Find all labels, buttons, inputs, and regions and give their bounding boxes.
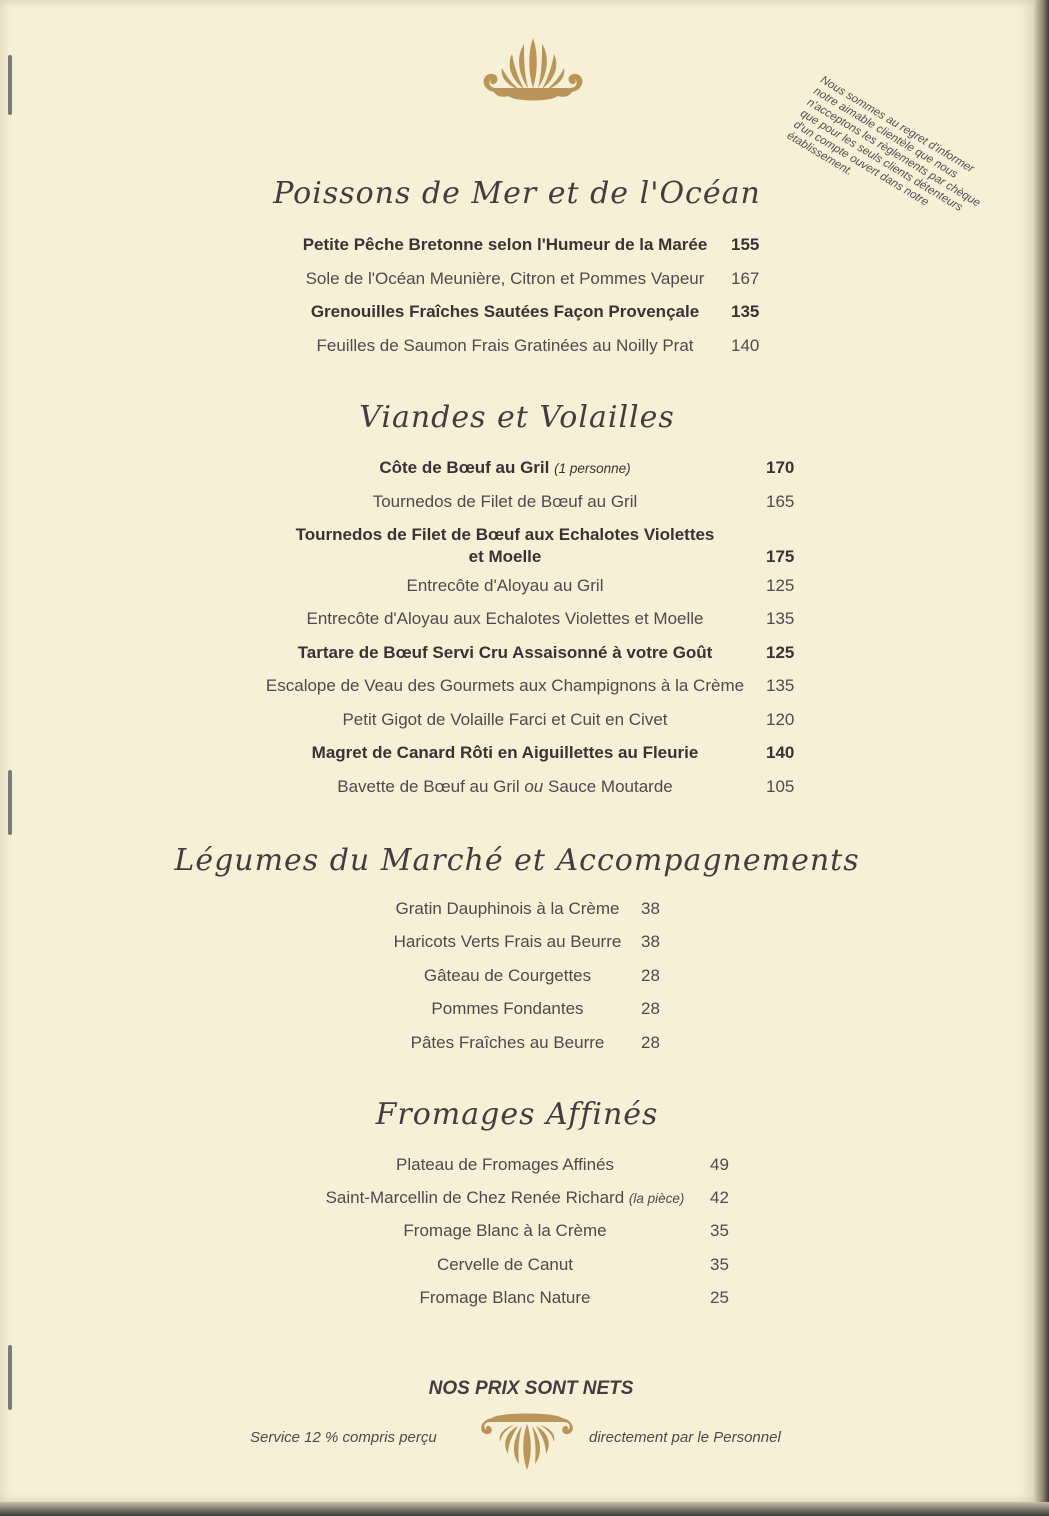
item-name: Fromage Blanc à la Crème xyxy=(403,1221,607,1240)
menu-item xyxy=(0,710,1034,734)
item-name: Sole de l'Océan Meunière, Citron et Pommes Vapeur xyxy=(305,269,705,288)
menu-item xyxy=(0,492,1034,516)
item-name: Tournedos de Filet de Bœuf au Gril xyxy=(372,492,638,511)
item-name: Plateau de Fromages Affinés xyxy=(396,1155,614,1174)
item-price: 38 xyxy=(641,899,660,918)
item-price: 42 xyxy=(710,1188,729,1207)
item-name: Petite Pêche Bretonne selon l'Humeur de la Marée xyxy=(302,235,708,254)
menu-item xyxy=(0,269,1034,293)
item-note: (1 personne) xyxy=(554,461,631,476)
palmette-ornament-top xyxy=(474,32,592,104)
item-price: 120 xyxy=(766,710,795,729)
page-edge-bottom xyxy=(0,1502,1049,1516)
item-name: Entrecôte d'Aloyau aux Echalotes Violettes et Moelle xyxy=(306,609,704,628)
menu-item xyxy=(0,643,1034,667)
menu-item-continued xyxy=(0,547,1034,571)
item-price: 135 xyxy=(766,676,795,695)
item-price: 35 xyxy=(710,1221,729,1240)
item-name-after: Sauce Moutarde xyxy=(548,777,673,796)
item-price: 38 xyxy=(641,932,660,951)
item-price: 140 xyxy=(766,743,795,762)
item-name-text: Saint-Marcellin de Chez Renée Richard xyxy=(325,1188,625,1207)
section-title-poissons: Poissons de Mer et de l'Océan xyxy=(273,176,761,211)
item-price: 167 xyxy=(731,269,760,288)
menu-item xyxy=(0,966,1034,990)
item-price: 28 xyxy=(641,1033,660,1052)
prices-net-heading: NOS PRIX SONT NETS xyxy=(428,1378,634,1399)
item-price: 49 xyxy=(710,1155,729,1174)
menu-item xyxy=(0,336,1034,360)
item-name: Gratin Dauphinois à la Crème xyxy=(395,899,620,918)
item-name xyxy=(250,458,760,478)
item-name: Gâteau de Courgettes xyxy=(423,966,592,985)
item-name: Tournedos de Filet de Bœuf aux Echalotes Violettes xyxy=(295,525,715,544)
item-name-text: Bavette de Bœuf au Gril xyxy=(337,777,520,796)
menu-item xyxy=(0,899,1034,923)
menu-item xyxy=(0,609,1034,633)
item-price: 35 xyxy=(710,1255,729,1274)
item-price: 165 xyxy=(766,492,795,511)
item-price: 175 xyxy=(766,547,795,566)
item-price: 155 xyxy=(731,235,760,254)
menu-item xyxy=(0,302,1034,326)
menu-item xyxy=(0,525,1034,549)
item-name-line2: et Moelle xyxy=(468,547,542,566)
service-note-left: Service 12 % compris perçu xyxy=(250,1429,437,1446)
page-edge-right xyxy=(1034,0,1049,1516)
menu-item xyxy=(0,676,1034,700)
menu-item xyxy=(0,932,1034,956)
item-name: Pommes Fondantes xyxy=(431,999,584,1018)
item-conjunction: ou xyxy=(524,777,544,796)
item-price: 135 xyxy=(731,302,760,321)
menu-item xyxy=(0,1155,1034,1179)
menu-item xyxy=(0,235,1034,259)
item-price: 170 xyxy=(766,458,795,477)
item-name: Entrecôte d'Aloyau au Gril xyxy=(406,576,604,595)
item-name: Magret de Canard Rôti en Aiguillettes au Fleurie xyxy=(311,743,699,762)
item-name: Haricots Verts Frais au Beurre xyxy=(393,932,622,951)
item-price: 135 xyxy=(766,609,795,628)
item-price: 105 xyxy=(766,777,795,796)
item-price: 28 xyxy=(641,966,660,985)
menu-item xyxy=(0,458,1034,482)
menu-item xyxy=(0,1221,1034,1245)
palmette-ornament-bottom xyxy=(470,1404,584,1476)
section-title-viandes: Viandes et Volailles xyxy=(359,400,675,435)
item-name: Feuilles de Saumon Frais Gratinées au Noilly Prat xyxy=(316,336,694,355)
menu-item xyxy=(0,1188,1034,1212)
item-name: Grenouilles Fraîches Sautées Façon Provençale xyxy=(310,302,700,321)
item-note: (la pièce) xyxy=(628,1191,685,1206)
item-name-text: Côte de Bœuf au Gril xyxy=(379,458,550,477)
item-name: Petit Gigot de Volaille Farci et Cuit en Civet xyxy=(342,710,668,729)
item-name xyxy=(305,1188,705,1208)
item-name: Cervelle de Canut xyxy=(436,1255,574,1274)
item-name xyxy=(250,777,760,797)
binding-staple-top xyxy=(8,55,12,115)
menu-item xyxy=(0,743,1034,767)
menu-item xyxy=(0,1033,1034,1057)
item-price: 125 xyxy=(766,576,795,595)
menu-item xyxy=(0,576,1034,600)
item-name: Fromage Blanc Nature xyxy=(419,1288,591,1307)
item-name: Pâtes Fraîches au Beurre xyxy=(410,1033,605,1052)
item-price: 28 xyxy=(641,999,660,1018)
item-price: 25 xyxy=(710,1288,729,1307)
item-price: 125 xyxy=(766,643,795,662)
section-title-legumes: Légumes du Marché et Accompagnements xyxy=(174,843,860,878)
service-note-right: directement par le Personnel xyxy=(589,1429,781,1446)
menu-item xyxy=(0,1255,1034,1279)
menu-item xyxy=(0,777,1034,801)
menu-item xyxy=(0,1288,1034,1312)
menu-item xyxy=(0,999,1034,1023)
item-price: 140 xyxy=(731,336,760,355)
section-title-fromages: Fromages Affinés xyxy=(375,1097,659,1132)
item-name: Escalope de Veau des Gourmets aux Champignons à la Crème xyxy=(265,676,745,695)
item-name: Tartare de Bœuf Servi Cru Assaisonné à votre Goût xyxy=(297,643,713,662)
cheque-policy-notice: Nous sommes au regret d'informer notre aimable clientèle que nous n'acceptons les règlements par chèque que pour les seuls clients détenteurs d'un compte ouvert dans notre établissement. xyxy=(784,74,983,214)
